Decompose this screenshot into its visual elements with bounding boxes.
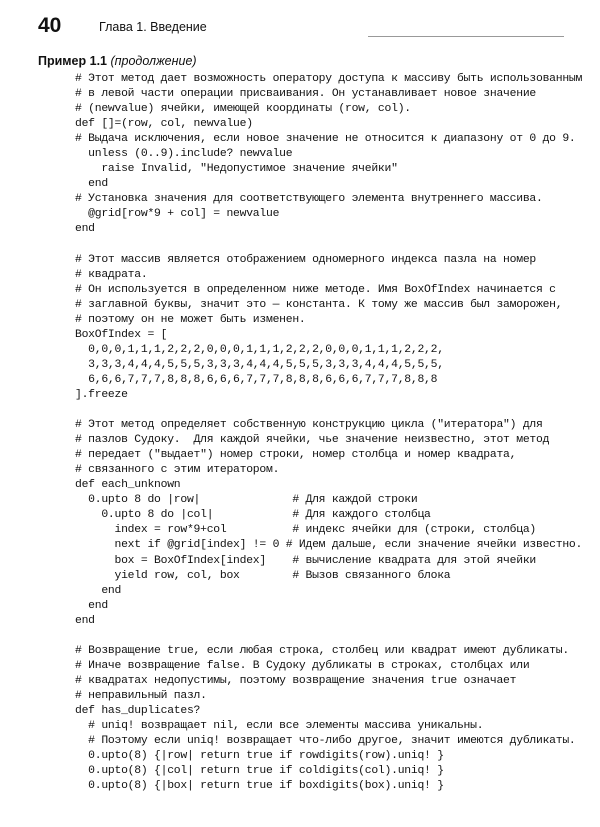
code-line: raise Invalid, "Недопустимое значение ячейки" (75, 163, 398, 176)
code-line: # передает ("выдает") номер строки, номер столбца и номер квадрата, (75, 449, 517, 462)
example-continuation: (продолжение) (110, 54, 197, 68)
code-line (75, 403, 582, 418)
header-rule (368, 36, 564, 37)
code-line: # неправильный пазл. (75, 689, 207, 702)
page-header (38, 14, 566, 44)
code-line: yield row, col, box # Вызов связанного блока (75, 569, 451, 582)
code-line: # (newvalue) ячейки, имеющей координаты (row, col). (75, 103, 411, 116)
code-line (75, 629, 582, 644)
code-line: def has_duplicates? (75, 704, 201, 717)
code-line: # Поэтому если uniq! возвращает что-либо другое, значит имеются дубликаты. (75, 735, 576, 748)
code-line: 0.upto 8 do |col| # Для каждого столбца (75, 509, 431, 522)
code-line: # uniq! возвращает nil, если все элементы массива уникальны. (75, 720, 484, 733)
code-line: unless (0..9).include? newvalue (75, 148, 293, 161)
code-line: # квадрата. (75, 268, 148, 281)
code-line: @grid[row*9 + col] = newvalue (75, 208, 280, 221)
code-line: end (75, 223, 95, 236)
code-line: # квадратах недопустимы, поэтому возвращение значения true означает (75, 674, 517, 687)
code-line: ].freeze (75, 388, 128, 401)
code-line: 6,6,6,7,7,7,8,8,8,6,6,6,7,7,7,8,8,8,6,6,6,7,7,7,8,8,8 (75, 373, 438, 386)
code-line: # Возвращение true, если любая строка, столбец или квадрат имеют дубликаты. (75, 644, 569, 657)
chapter-title: Глава 1. Введение (99, 20, 207, 34)
page-number: 40 (38, 14, 62, 37)
code-line: # Установка значения для соответствующего элемента внутреннего массива. (75, 193, 543, 206)
code-line: end (75, 178, 108, 191)
code-listing (75, 72, 582, 794)
code-line: end (75, 614, 95, 627)
code-line: # поэтому он не может быть изменен. (75, 313, 306, 326)
code-line: end (75, 599, 108, 612)
code-line: # Он используется в определенном ниже методе. Имя BoxOfIndex начинается с (75, 283, 556, 296)
code-line: def each_unknown (75, 479, 181, 492)
code-line: 3,3,3,4,4,4,5,5,5,3,3,3,4,4,4,5,5,5,3,3,3,4,4,4,5,5,5, (75, 358, 444, 371)
code-line: def []=(row, col, newvalue) (75, 118, 253, 131)
code-line: end (75, 584, 122, 597)
code-line: 0,0,0,1,1,1,2,2,2,0,0,0,1,1,1,2,2,2,0,0,0,1,1,1,2,2,2, (75, 343, 444, 356)
code-line (75, 238, 582, 253)
code-line: # заглавной буквы, значит это — константа. К тому же массив был заморожен, (75, 298, 563, 311)
code-line: # Этот массив является отображением одномерного индекса пазла на номер (75, 253, 536, 266)
code-line: # пазлов Судоку. Для каждой ячейки, чье значение неизвестно, этот метод (75, 434, 550, 447)
example-label: Пример 1.1 (38, 54, 107, 68)
code-line: 0.upto(8) {|col| return true if coldigits(col).uniq! } (75, 765, 444, 778)
code-line: # в левой части операции присваивания. Он устанавливает новое значение (75, 88, 536, 101)
code-line: # Иначе возвращение false. В Судоку дубликаты в строках, столбцах или (75, 659, 530, 672)
code-line: # Этот метод дает возможность оператору доступа к массиву быть использованным (75, 73, 583, 85)
code-line: 0.upto(8) {|box| return true if boxdigits(box).uniq! } (75, 780, 444, 793)
code-line: # Этот метод определяет собственную конструкцию цикла ("итератора") для (75, 419, 543, 432)
code-line: box = BoxOfIndex[index] # вычисление квадрата для этой ячейки (75, 554, 536, 567)
code-line: next if @grid[index] != 0 # Идем дальше, если значение ячейки известно. (75, 539, 583, 552)
code-line: index = row*9+col # индекс ячейки для (строки, столбца) (75, 524, 536, 537)
example-title (38, 54, 197, 68)
code-line: # Выдача исключения, если новое значение не относится к диапазону от 0 до 9. (75, 133, 576, 146)
code-line: 0.upto(8) {|row| return true if rowdigits(row).uniq! } (75, 750, 444, 763)
code-line: BoxOfIndex = [ (75, 328, 168, 341)
code-line: 0.upto 8 do |row| # Для каждой строки (75, 494, 418, 507)
code-line: # связанного с этим итератором. (75, 464, 280, 477)
